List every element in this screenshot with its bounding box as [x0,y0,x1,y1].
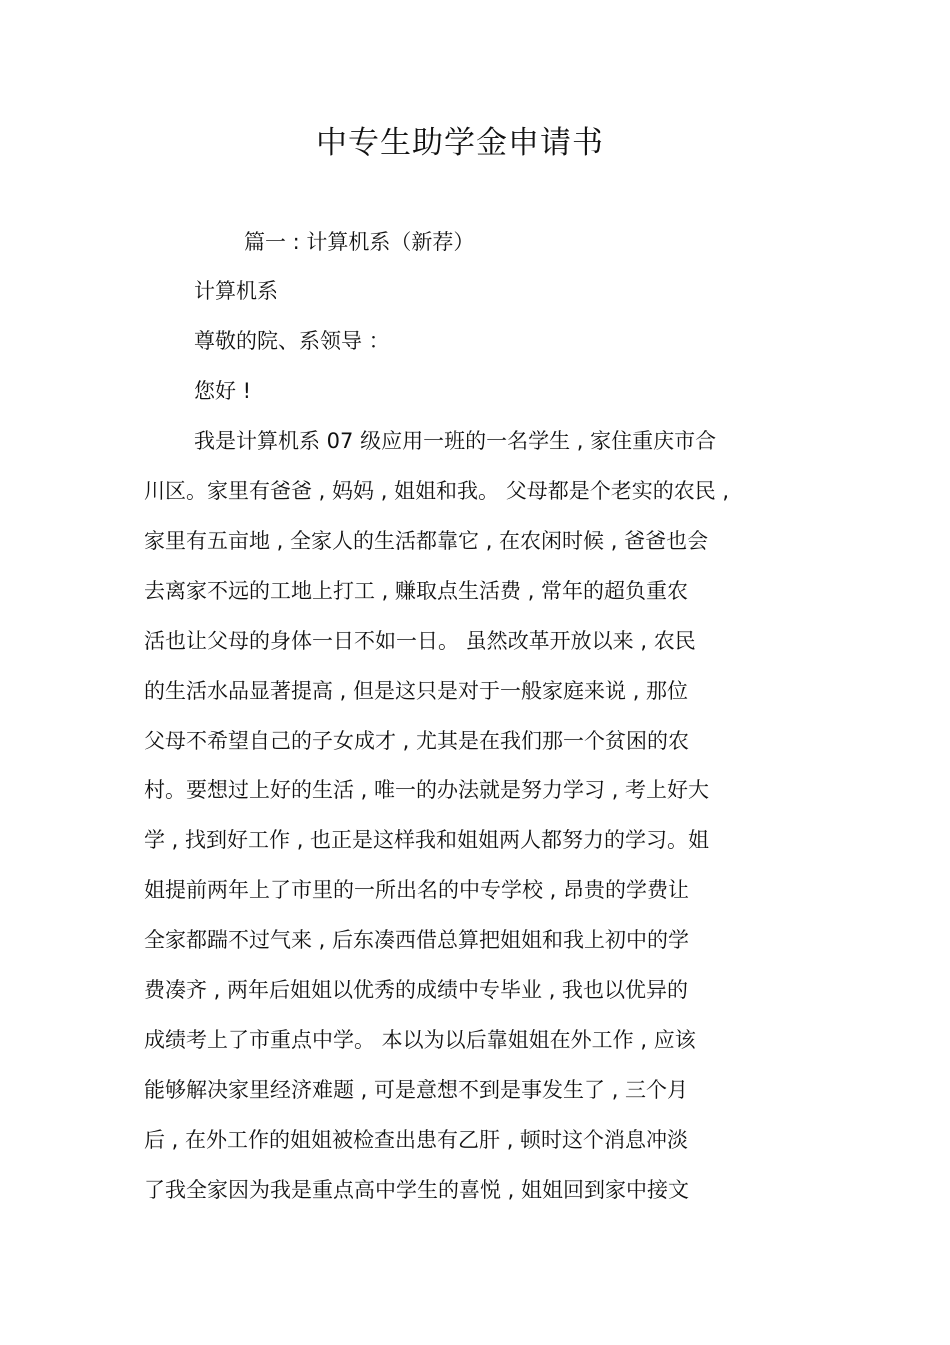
section-heading: 篇一 : 计算机系（新荐） [244,230,475,254]
body-line: 学 , 找到好工作 , 也正是这样我和姐姐两人都努力的学习。姐 [144,828,710,852]
body-line: 的生活水品显著提高 , 但是这只是对于一般家庭来说 , 那位 [144,679,689,703]
body-line: 家里有五亩地 , 全家人的生活都靠它 , 在农闲时候 , 爸爸也会 [144,529,709,553]
greeting-line: 您好 ! [194,379,252,403]
body-line: 活也让父母的身体一日不如一日。 虽然改革开放以来 , 农民 [144,629,696,653]
body-line: 成绩考上了市重点中学。 本以为以后靠姐姐在外工作 , 应该 [144,1028,696,1052]
body-line: 了我全家因为我是重点高中学生的喜悦 , 姐姐回到家中接文 [144,1178,690,1202]
department-line: 计算机系 [194,279,278,303]
body-line: 费凑齐 , 两年后姐姐以优秀的成绩中专毕业 , 我也以优异的 [144,978,689,1002]
salutation-line: 尊敬的院、系领导 ： [194,329,390,353]
body-line: 村。要想过上好的生活 , 唯一的办法就是努力学习 , 考上好大 [144,778,710,802]
document-title: 中专生助学金申请书 [316,125,604,161]
body-line: 川区。家里有爸爸 , 妈妈 , 姐姐和我。 父母都是个老实的农民 , [144,479,730,503]
body-line: 后 , 在外工作的姐姐被检查出患有乙肝 , 顿时这个消息冲淡 [144,1128,689,1152]
body-line: 父母不希望自己的子女成才 , 尤其是在我们那一个贫困的农 [144,729,690,753]
body-line: 姐提前两年上了市里的一所出名的中专学校 , 昂贵的学费让 [144,878,690,902]
body-line: 全家都踹不过气来 , 后东凑西借总算把姐姐和我上初中的学 [144,928,690,952]
body-line: 去离家不远的工地上打工 , 赚取点生活费 , 常年的超负重农 [144,579,689,603]
body-line: 我是计算机系 07 级应用一班的一名学生 , 家住重庆市合 [194,429,717,453]
body-line: 能够解决家里经济难题 , 可是意想不到是事发生了 , 三个月 [144,1078,689,1102]
